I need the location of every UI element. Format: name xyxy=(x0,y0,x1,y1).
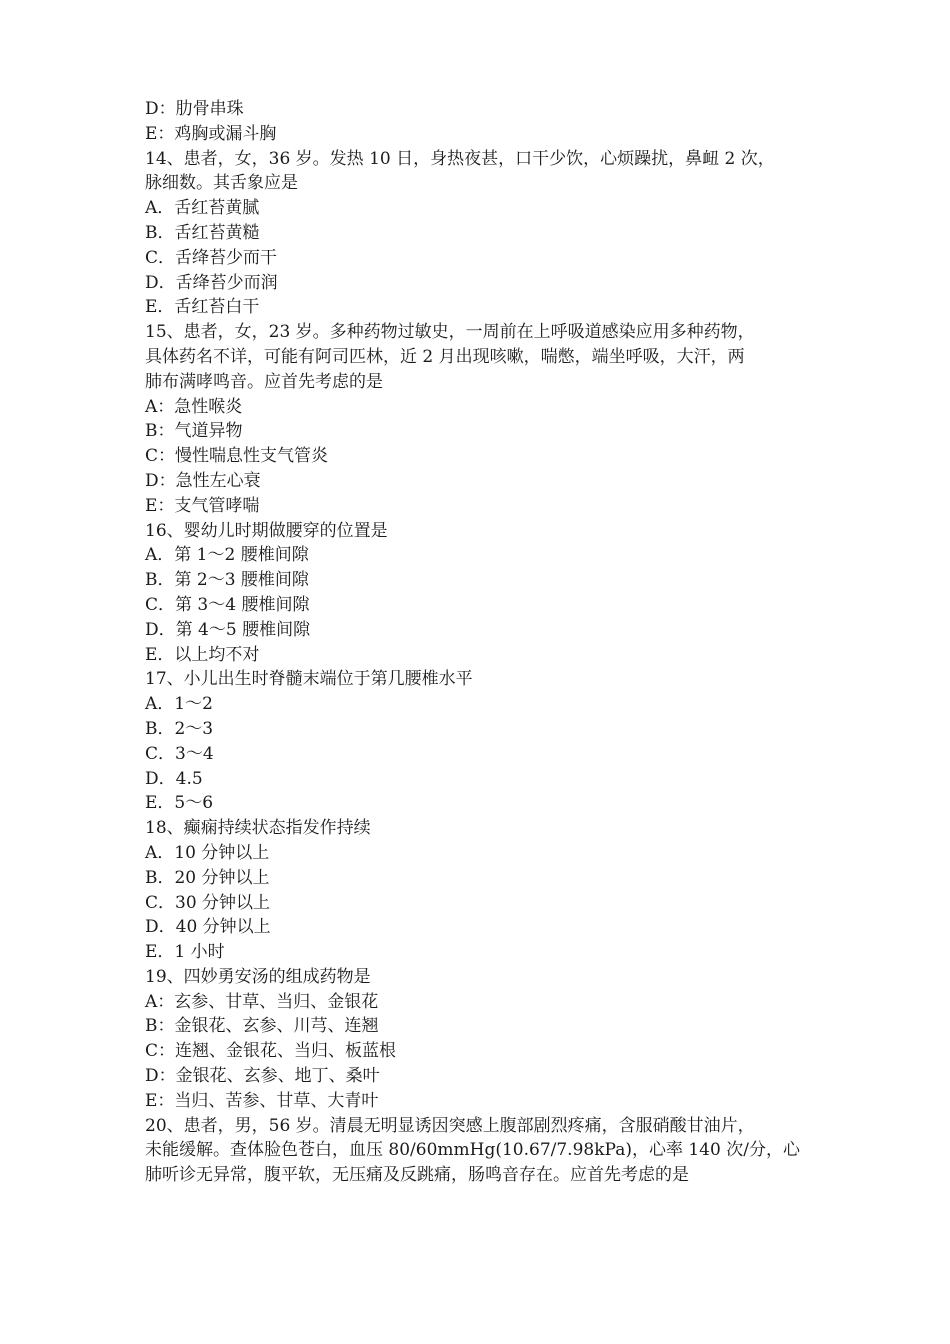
answer-option: B．第 2～3 腰椎间隙 xyxy=(145,570,309,591)
question-text-line: 20、患者，男，56 岁。清晨无明显诱因突感上腹部剧烈疼痛，含服硝酸甘油片， xyxy=(145,1115,755,1136)
answer-option: D．舌绛苔少而润 xyxy=(145,272,278,293)
question-text-line: 具体药名不详，可能有阿司匹林，近 2 月出现咳嗽，喘憋，端坐呼吸，大汗，两 xyxy=(145,346,745,367)
answer-option: E．1 小时 xyxy=(145,942,225,963)
answer-option: A：急性喉炎 xyxy=(145,396,243,417)
answer-option: A．1～2 xyxy=(145,694,213,715)
question-text-line: 14、患者，女，36 岁。发热 10 日，身热夜甚，口干少饮，心烦躁扰，鼻衄 2 次， xyxy=(145,148,775,169)
question-text-line: 脉细数。其舌象应是 xyxy=(145,173,298,194)
answer-option: E：鸡胸或漏斗胸 xyxy=(145,123,277,144)
answer-option: D：金银花、玄参、地丁、桑叶 xyxy=(145,1066,380,1087)
question-text-line: 17、小儿出生时脊髓末端位于第几腰椎水平 xyxy=(145,669,473,690)
answer-option: C．第 3～4 腰椎间隙 xyxy=(145,594,310,615)
question-text-line: 18、癫痫持续状态指发作持续 xyxy=(145,818,371,839)
answer-option: E．舌红苔白干 xyxy=(145,297,260,318)
answer-option: E．5～6 xyxy=(145,793,214,814)
answer-option: D：急性左心衰 xyxy=(145,470,261,491)
question-text-line: 肺听诊无异常，腹平软，无压痛及反跳痛，肠鸣音存在。应首先考虑的是 xyxy=(145,1165,689,1186)
question-text-line: 肺布满哮鸣音。应首先考虑的是 xyxy=(145,371,383,392)
answer-option: C．3～4 xyxy=(145,743,214,764)
answer-option: E：支气管哮喘 xyxy=(145,495,260,516)
answer-option: C．30 分钟以上 xyxy=(145,892,271,913)
answer-option: D．第 4～5 腰椎间隙 xyxy=(145,619,311,640)
answer-option: E：当归、苦参、甘草、大青叶 xyxy=(145,1090,379,1111)
answer-option: D．4.5 xyxy=(145,768,203,789)
answer-option: A：玄参、甘草、当归、金银花 xyxy=(145,991,379,1012)
answer-option: B．2～3 xyxy=(145,718,214,739)
document-page xyxy=(145,97,817,1188)
answer-option: B：气道异物 xyxy=(145,421,243,442)
answer-option: D．40 分钟以上 xyxy=(145,917,271,938)
answer-option: C：连翘、金银花、当归、板蓝根 xyxy=(145,1041,397,1062)
answer-option: C：慢性喘息性支气管炎 xyxy=(145,446,329,467)
answer-option: B．舌红苔黄糙 xyxy=(145,222,260,243)
answer-option: D：肋骨串珠 xyxy=(145,99,244,119)
answer-option: B．20 分钟以上 xyxy=(145,867,270,888)
answer-option: A．第 1～2 腰椎间隙 xyxy=(145,545,309,566)
answer-option: E．以上均不对 xyxy=(145,644,260,665)
answer-option: B：金银花、玄参、川芎、连翘 xyxy=(145,1016,379,1037)
answer-option: C．舌绛苔少而干 xyxy=(145,247,278,268)
question-text-line: 19、四妙勇安汤的组成药物是 xyxy=(145,966,371,987)
answer-option: A．10 分钟以上 xyxy=(145,842,270,863)
question-text-line: 16、婴幼儿时期做腰穿的位置是 xyxy=(145,520,388,541)
answer-option: A．舌红苔黄腻 xyxy=(145,198,260,219)
question-text-line: 未能缓解。查体脸色苍白，血压 80/60mmHg(10.67/7.98kPa)，心率 140 次/分，心 xyxy=(145,1140,800,1161)
question-text-line: 15、患者，女，23 岁。多种药物过敏史，一周前在上呼吸道感染应用多种药物， xyxy=(145,322,755,343)
